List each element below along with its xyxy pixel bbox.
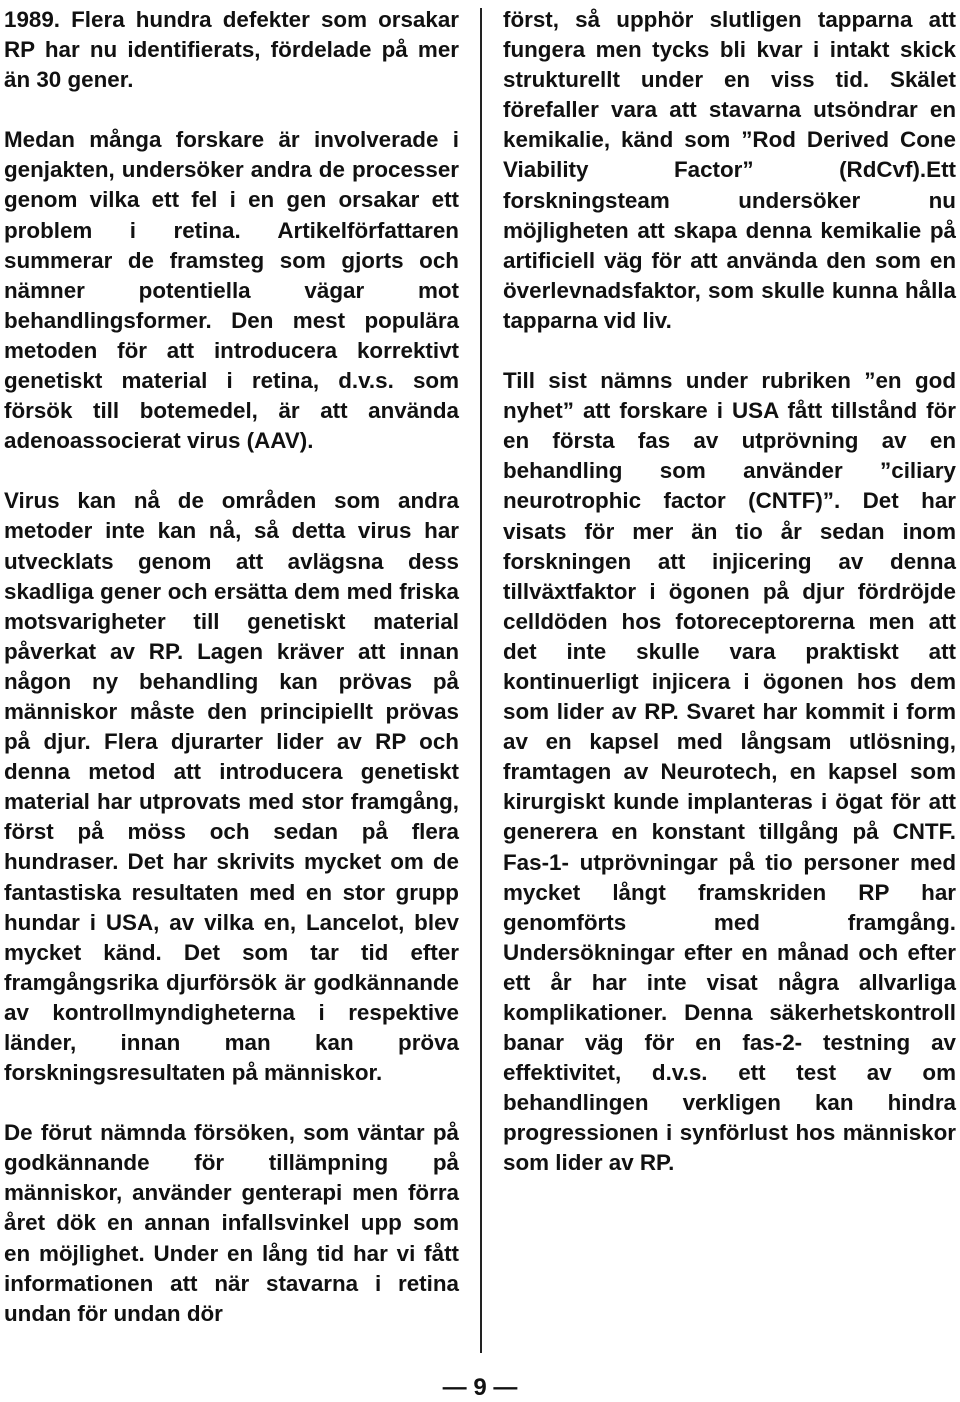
paragraph: 1989. Flera hundra defekter som orsakar RP har nu identifierats, fördelade på mer än 30 gener. xyxy=(4,7,459,93)
paragraph: Medan många forskare är involverade i genjakten, undersöker andra de processer genom vilka ett fel i en gen orsakar ett problem i retina. Artikelförfattaren summerar de framsteg som gjorts och nämner potentiella vägar mot behandlingsformer. Den mest populära metoden för att introducera korrektivt genetiskt material i retina, d.v.s. som försök till botemedel, är att använda adenoassocierat virus (AAV). xyxy=(4,127,459,454)
paragraph: först, så upphör slutligen tapparna att fungera men tycks bli kvar i intakt skick strukturellt under en viss tid. Skälet förefaller vara att stavarna utsöndrar en kemikalie, känd som ”Rod Derived Cone Viability Factor” (RdCvf).Ett forskningsteam undersöker nu möjligheten att skapa denna kemikalie på artificiell väg för att använda den som en överlevnadsfaktor, som skulle kunna hålla tapparna vid liv. xyxy=(503,7,956,333)
paragraph: De förut nämnda försöken, som väntar på godkännande för tillämpning på människor, använder genterapi men förra året dök en annan infallsvinkel upp som en möjlighet. Under en lång tid har vi fått informationen att när stavarna i retina undan för undan dör xyxy=(4,1120,459,1326)
page-number: — 9 — xyxy=(442,1374,518,1401)
right-column xyxy=(503,5,956,1179)
paragraph: Till sist nämns under rubriken ”en god nyhet” att forskare i USA fått tillstånd för en första fas av utprövning av en behandling som använder ”ciliary neurotrophic factor (CNTF)”. Det har visats för mer än tio år sedan inom forskningen att injicering av denna tillväxtfaktor i ögonen på djur fördröjde celldöden hos fotoreceptorerna men att det inte skulle vara praktiskt att kontinuerligt injicera i ögonen hos dem som lider av RP. Svaret har kommit i form av en kapsel med långsam utlösning, framtagen av Neurotech, en kapsel som kirurgiskt kunde implanteras i ögat för att generera en konstant tillgång på CNTF. Fas-1- utprövningar på tio personer med mycket långt framskriden RP har genomförts med framgång. Undersökningar efter en månad och efter ett år har inte visat några allvarliga komplikationer. Denna säkerhetskontroll banar väg för en fas-2- testning av effektivitet, d.v.s. ett test av om behandlingen verkligen kan hindra progressionen i synförlust hos människor som lider av RP. xyxy=(503,368,956,1176)
column-divider xyxy=(480,8,482,1353)
paragraph: Virus kan nå de områden som andra metoder inte kan nå, så detta virus har utvecklats genom att avlägsna dess skadliga gener och ersätta dem med friska motsvarigheter till genetiskt material påverkat av RP. Lagen kräver att innan någon ny behandling kan prövas på människor måste den principiellt prövas på djur. Flera djurarter lider av RP och denna metod att introducera genetiskt material har utprovats med stor framgång, först på möss och sedan på flera hundraser. Det har skrivits mycket om de fantastiska resultaten med en stor grupp hundar i USA, av vilka en, Lancelot, blev mycket känd. Det som tar tid efter framgångsrika djurförsök är godkännande av kontrollmyndigheterna i respektive länder, innan man kan pröva forskningsresultaten på människor. xyxy=(4,488,459,1086)
left-column xyxy=(4,5,459,1329)
